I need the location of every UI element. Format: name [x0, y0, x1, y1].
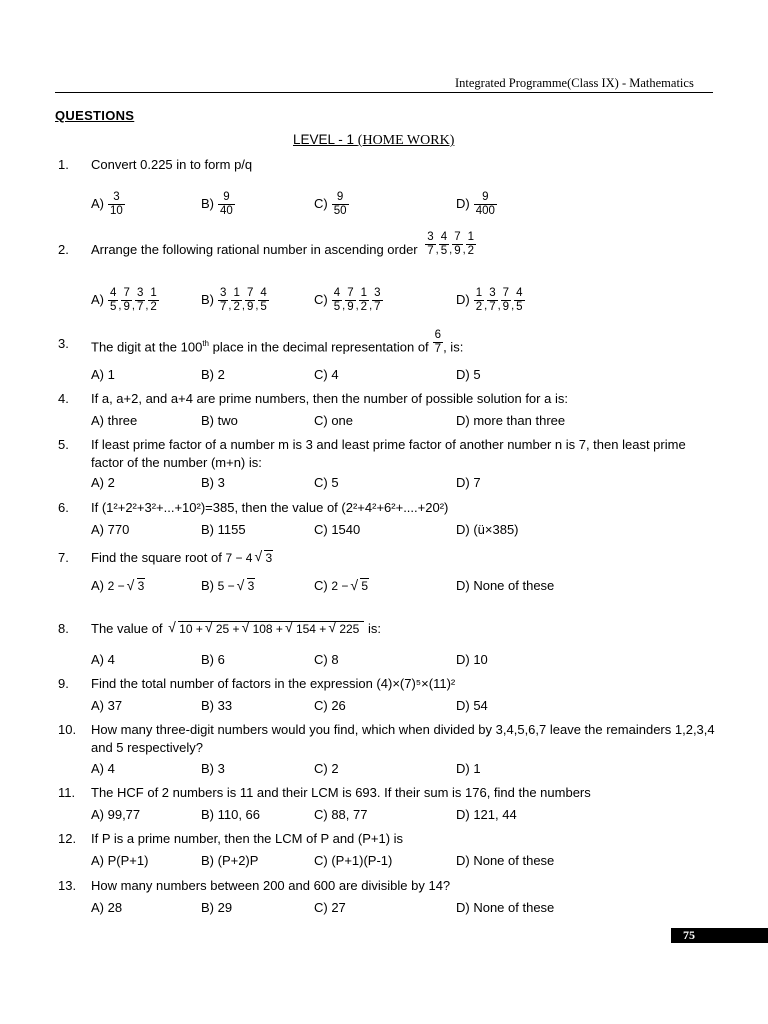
option-d: D) 10: [456, 652, 488, 667]
question-10-options: [91, 761, 721, 779]
option-c: C) 4: [314, 367, 339, 382]
level-heading: LEVEL - 1 (HOME WORK): [293, 132, 455, 148]
option-b: B) 2: [201, 367, 225, 382]
question-2-options: [91, 287, 721, 313]
option-b: B) 29: [201, 900, 233, 915]
option-a: A) three: [91, 413, 138, 428]
option-a: A) 770: [91, 522, 130, 537]
option-d: D) 1: [456, 761, 481, 776]
option-a: A) 99,77: [91, 807, 141, 822]
option-b: B) $\frac{3}{7}$ , $\frac{1}{2}$ , $\frac{7}{9}$ , $\frac{4}{5}$: [201, 287, 267, 313]
question-13-options: [91, 900, 721, 918]
option-d: D) 7: [456, 475, 481, 490]
option-a: A) 4: [91, 652, 115, 667]
option-c: C) 1540: [314, 522, 361, 537]
option-d: D) None of these: [456, 578, 555, 593]
question-9-options: [91, 698, 721, 716]
option-a: A) 28: [91, 900, 123, 915]
question-8-options: [91, 652, 721, 670]
question-12-options: [91, 853, 721, 871]
option-b: B) 110, 66: [201, 807, 261, 822]
option-c: C) 2: [314, 761, 339, 776]
option-b: B) 33: [201, 698, 233, 713]
option-a: A) 37: [91, 698, 123, 713]
page-number: 75: [671, 928, 768, 943]
option-a: A) $\frac{4}{5}$ , $\frac{7}{9}$ , $\frac{3}{7}$ , $\frac{1}{2}$: [91, 287, 157, 313]
option-c: C) 8: [314, 652, 339, 667]
question-6-options: [91, 522, 721, 540]
option-a: A) 2: [91, 475, 115, 490]
option-b: B) 5 −√ 3: [201, 578, 255, 593]
option-c: C) 5: [314, 475, 339, 490]
option-b: B) two: [201, 413, 238, 428]
option-c: C) 88, 77: [314, 807, 368, 822]
section-title: QUESTIONS: [55, 108, 135, 123]
question-4-options: [91, 413, 721, 431]
option-a: A) 2 −√ 3: [91, 578, 145, 593]
option-d: D) 121, 44: [456, 807, 517, 822]
option-d: D) 5: [456, 367, 481, 382]
option-d: D) $\frac{1}{2}$ , $\frac{3}{7}$ , $\frac{7}{9}$ , $\frac{4}{5}$: [456, 287, 523, 313]
option-c: C) one: [314, 413, 354, 428]
option-b: B) (P+2)P: [201, 853, 259, 868]
option-b: B) 1155: [201, 522, 246, 537]
question-1-options: [91, 191, 721, 217]
option-c: C) 27: [314, 900, 346, 915]
header-rule: [55, 92, 713, 93]
option-d: D) None of these: [456, 853, 555, 868]
option-a: A) $\frac{3}{10}$: [91, 191, 123, 217]
option-d: D) (ü×385): [456, 522, 519, 537]
question-11-options: [91, 807, 721, 825]
running-header: Integrated Programme(Class IX) - Mathematics: [455, 76, 694, 90]
option-d: D) more than three: [456, 413, 566, 428]
option-b: B) $\frac{9}{40}$: [201, 191, 233, 217]
option-d: D) None of these: [456, 900, 555, 915]
option-d: D) $\frac{9}{400}$: [456, 191, 495, 217]
option-a: A) P(P+1): [91, 853, 149, 868]
option-c: C) $\frac{4}{5}$ , $\frac{7}{9}$ , $\frac{1}{2}$ , $\frac{3}{7}$: [314, 287, 381, 313]
option-d: D) 54: [456, 698, 488, 713]
option-a: A) 1: [91, 367, 115, 382]
option-a: A) 4: [91, 761, 115, 776]
option-b: B) 6: [201, 652, 225, 667]
option-c: C) 26: [314, 698, 346, 713]
option-c: C) 2 −√ 5: [314, 578, 369, 593]
question-5-options: [91, 475, 721, 493]
option-c: C) $\frac{9}{50}$: [314, 191, 347, 217]
option-b: B) 3: [201, 475, 225, 490]
option-c: C) (P+1)(P-1): [314, 853, 393, 868]
question-7-options: [91, 578, 721, 596]
option-b: B) 3: [201, 761, 225, 776]
question-3-options: [91, 367, 721, 385]
